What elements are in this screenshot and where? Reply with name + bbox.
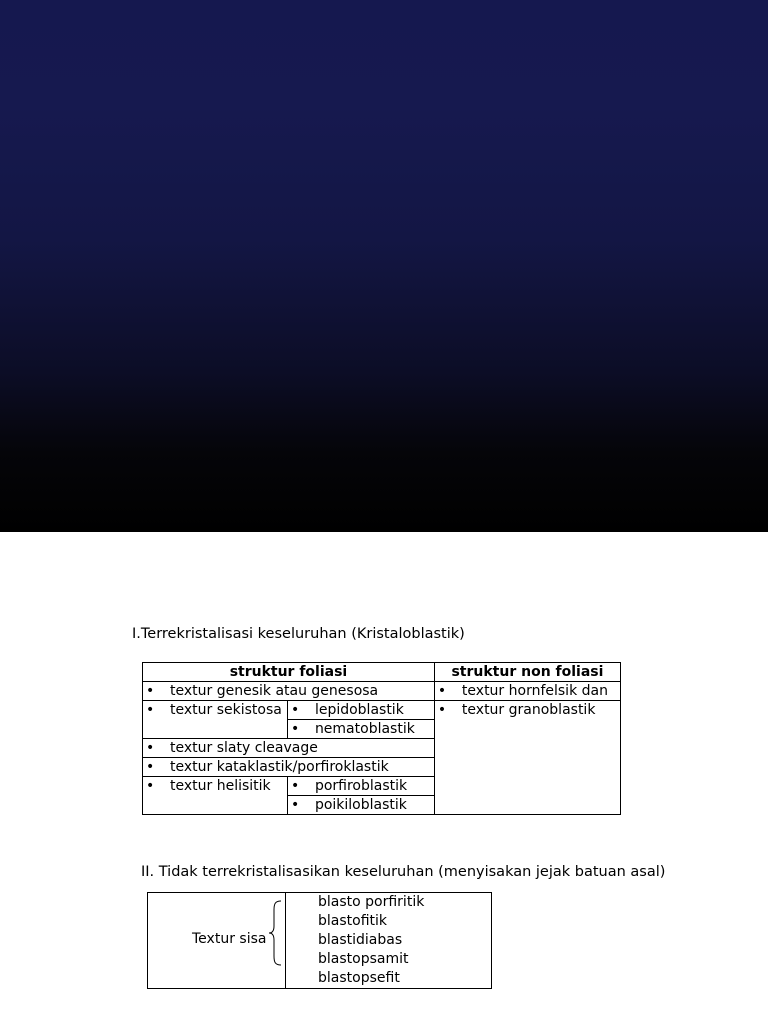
bullet: • — [146, 683, 155, 699]
cell-text: lepidoblastik — [314, 702, 404, 718]
cell-genesik — [143, 682, 435, 701]
cell-text: textur granoblastik — [461, 702, 596, 718]
column-divider — [285, 893, 286, 988]
textur-sisa-list — [318, 893, 424, 988]
cell-kataklastik — [143, 758, 435, 777]
cell-granoblastik — [434, 701, 620, 815]
cell-text: textur hornfelsik dan — [461, 683, 608, 699]
section-2-title: II. Tidak terrekristalisasikan keseluruhan (menyisakan jejak batuan asal) — [141, 864, 666, 880]
texture-table-kristaloblastik — [142, 662, 621, 815]
cell-text: porfiroblastik — [314, 778, 408, 794]
cell-text: textur genesik atau genesosa — [170, 683, 379, 699]
bullet: • — [290, 797, 300, 813]
list-item: blastopsamit — [318, 951, 409, 967]
cell-nematoblastik — [287, 720, 434, 739]
table-row — [143, 701, 621, 720]
bullet: • — [146, 778, 155, 794]
bullet: • — [437, 683, 447, 699]
header-struktur-non-foliasi: struktur non foliasi — [434, 663, 620, 682]
cell-poikiloblastik — [287, 796, 434, 815]
cell-hornfelsik — [434, 682, 620, 701]
bullet: • — [290, 721, 300, 737]
section-1-title: I.Terrekristalisasi keseluruhan (Kristaloblastik) — [132, 626, 465, 642]
cell-text: textur kataklastik/porfiroklastik — [170, 759, 389, 775]
list-item: blastidiabas — [318, 932, 403, 948]
texture-table-sisa — [147, 892, 492, 989]
bullet: • — [146, 740, 155, 756]
cell-text: nematoblastik — [314, 721, 415, 737]
cell-text: textur sekistosa — [170, 702, 282, 718]
table-header-row — [143, 663, 621, 682]
table-row — [143, 682, 621, 701]
list-item: blastopsefit — [318, 970, 400, 986]
list-item: blasto porfiritik — [318, 894, 425, 910]
list-item: blastofitik — [318, 913, 388, 929]
cell-text: textur helisitik — [170, 778, 271, 794]
cell-lepidoblastik — [287, 701, 434, 720]
curly-brace-icon — [268, 900, 282, 966]
bullet: • — [290, 702, 300, 718]
cell-text: textur slaty cleavage — [170, 740, 318, 756]
cell-porfiroblastik — [287, 777, 434, 796]
bullet: • — [437, 702, 447, 718]
textur-sisa-label: Textur sisa — [192, 931, 267, 947]
bullet: • — [146, 702, 155, 718]
header-struktur-foliasi: struktur foliasi — [143, 663, 435, 682]
bullet: • — [146, 759, 155, 775]
cell-slaty-cleavage — [143, 739, 435, 758]
cell-helisitik — [143, 777, 288, 815]
cell-text: poikiloblastik — [314, 797, 407, 813]
bullet: • — [290, 778, 300, 794]
cell-sekistosa — [143, 701, 288, 739]
